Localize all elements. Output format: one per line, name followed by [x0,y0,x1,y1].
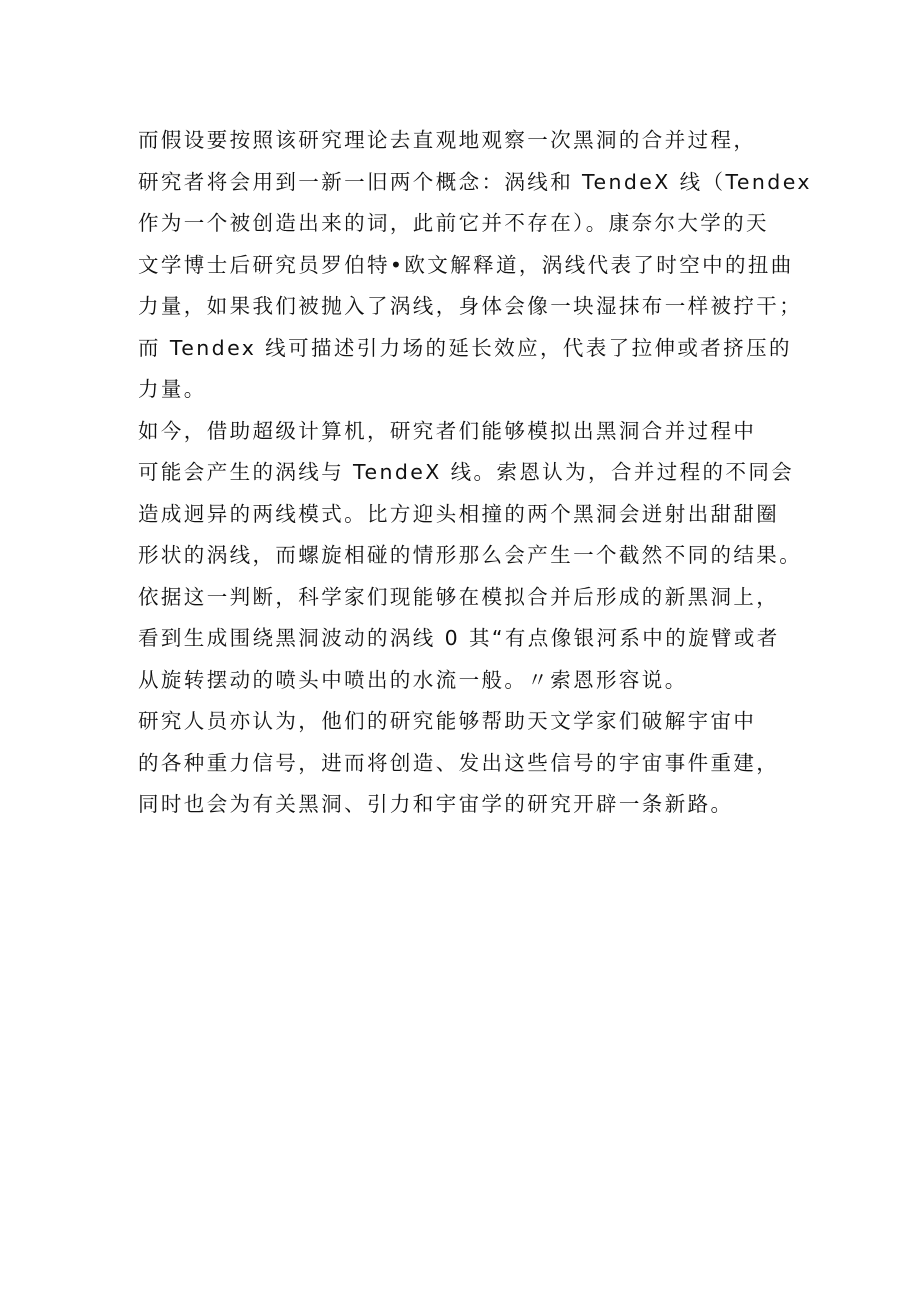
text-line: 研究人员亦认为，他们的研究能够帮助天文学家们破解宇宙中 [138,709,757,733]
text-line: 力量，如果我们被抛入了涡线，身体会像一块湿抹布一样被拧干； [138,294,803,318]
text-line: 形状的涡线，而螺旋相碰的情形那么会产生一个截然不同的结果。 [138,543,803,567]
text-line: 而假设要按照该研究理论去直观地观察一次黑洞的合并过程， [138,128,757,152]
text-line: 从旋转摆动的喷头中喷出的水流一般。〃索恩形容说。 [138,667,688,692]
text-line: 而 Tendex 线可描述引力场的延长效应，代表了拉伸或者挤压的 [138,335,792,360]
text-line: 如今，借助超级计算机，研究者们能够模拟出黑洞合并过程中 [138,418,757,443]
paragraph-2 [138,411,803,702]
paragraph-1 [138,120,812,411]
text-line: 依据这一判断，科学家们现能够在模拟合并后形成的新黑洞上， [138,584,780,609]
text-line: 力量。 [138,377,207,401]
article-body [138,120,812,826]
text-line: 可能会产生的涡线与 TendeX 线。索恩认为，合并过程的不同会 [138,460,795,484]
text-line: 的各种重力信号，进而将创造、发出这些信号的宇宙事件重建， [138,750,780,775]
text-line: 造成迥异的两线模式。比方迎头相撞的两个黑洞会迸射出甜甜圈 [138,501,780,526]
text-line: 研究者将会用到一新一旧两个概念：涡线和 TendeX 线（Tendex [138,169,812,194]
paragraph-3 [138,701,798,826]
text-line: 看到生成围绕黑洞波动的涡线 0 其“有点像银河系中的旋臂或者 [138,626,780,650]
text-line: 文学博士后研究员罗伯特•欧文解释道，涡线代表了时空中的扭曲 [138,252,794,277]
text-line: 作为一个被创造出来的词，此前它并不存在）。康奈尔大学的天 [138,211,769,235]
text-line: 同时也会为有关黑洞、引力和宇宙学的研究开辟一条新路。 [138,792,734,816]
